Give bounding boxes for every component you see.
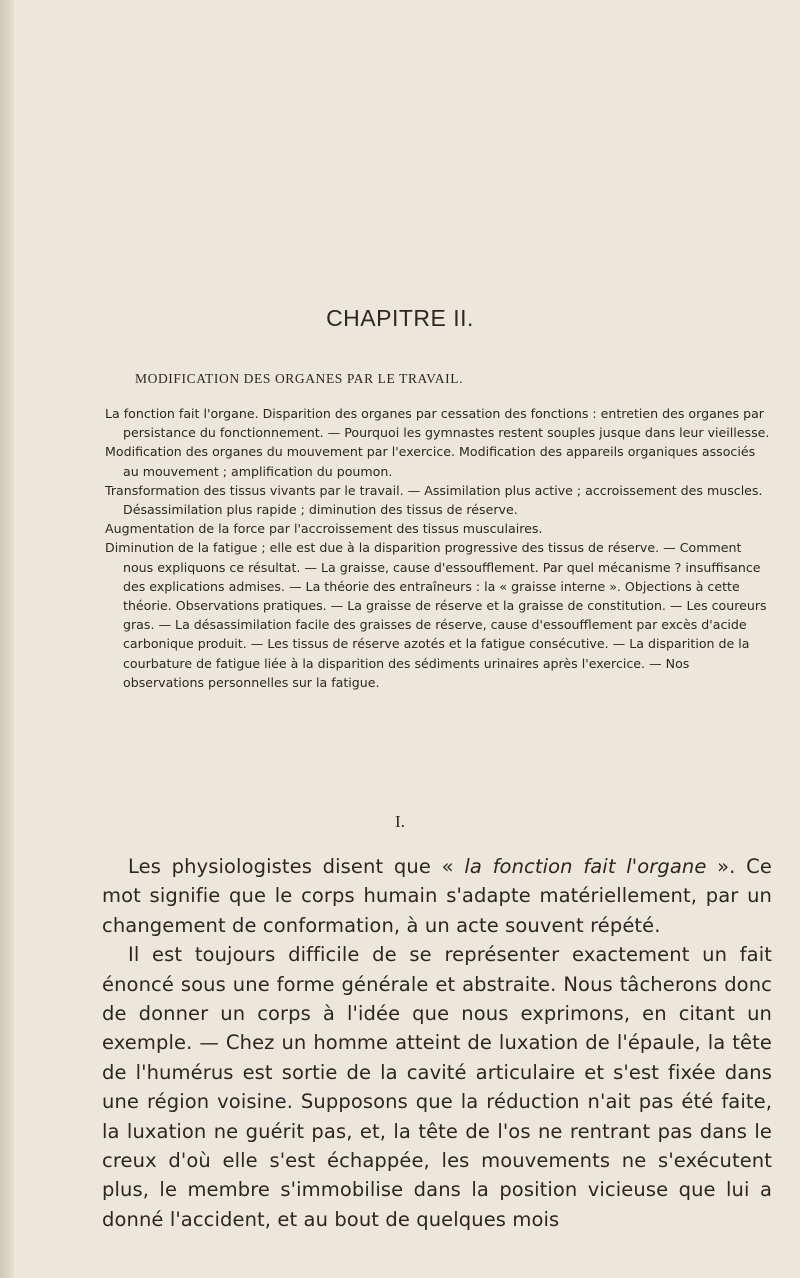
chapter-subtitle: MODIFICATION DES ORGANES PAR LE TRAVAIL.	[135, 371, 464, 386]
summary-paragraph: Modification des organes du mouvement par l'exercice. Modification des appareils organiques associés au mouvement ; amplification du poumon.	[105, 444, 756, 479]
chapter-title: CHAPITRE II.	[326, 305, 474, 331]
summary-paragraph: Transformation des tissus vivants par le travail. — Assimilation plus active ; accroissement des muscles. Désassimilation plus rapide ; diminution des tissus de réserve.	[105, 482, 763, 518]
para1-quote: la fonction fait l'organe	[464, 855, 707, 878]
para1-after: ». Ce mot signifie que le corps humain s'adapte matériellement, par un changement de conformation, à un acte souvent répété.	[102, 855, 772, 937]
summary-paragraph: La fonction fait l'organe. Disparition des organes par cessation des fonctions : entretien des organes par persistance du fonctionnement. — Pourquoi les gymnastes restent souples jusque dans leur vieillesse.	[105, 406, 770, 441]
body-paragraph	[102, 852, 772, 940]
section-number: I.	[395, 812, 405, 831]
para1-before: Les physiologistes disent que «	[128, 855, 465, 878]
chapter-summary	[105, 404, 770, 692]
page-edge	[0, 0, 14, 1278]
body-paragraph: Il est toujours difficile de se représenter exactement un fait énoncé sous une forme générale et abstraite. Nous tâcherons donc de donner un corps à l'idée que nous exprimons, en citant un exemple. — Chez un homme atteint de luxation de l'épaule, la tête de l'humérus est sortie de la cavité articulaire et s'est fixée dans une région voisine. Supposons que la réduction n'ait pas été faite, la luxation ne guérit pas, et, la tête de l'os ne rentrant pas dans le creux d'où elle s'est échappée, les mouvements ne s'exécutent plus, le membre s'immobilise dans la position vicieuse que lui a donné l'accident, et au bout de quelques mois	[102, 943, 772, 1231]
summary-paragraph: Diminution de la fatigue ; elle est due à la disparition progressive des tissus de réserve. — Comment nous expliquons ce résultat. — La graisse, cause d'essoufflement. Par quel mécanisme ? insuffisance des explications admises. — La théorie des entraîneurs : la « graisse interne ». Objections à cette théorie. Observations pratiques. — La graisse de réserve et la graisse de constitution. — Les coureurs gras. — La désassimilation facile des graisses de réserve, cause d'essoufflement par excès d'acide carbonique produit. — Les tissus de réserve azotés et la fatigue consécutive. — La disparition de la courbature de fatigue liée à la disparition des sédiments urinaires après l'exercice. — Nos observations personnelles sur la fatigue.	[105, 540, 767, 690]
body-text	[102, 852, 772, 1234]
summary-paragraph: Augmentation de la force par l'accroissement des tissus musculaires.	[105, 521, 543, 537]
